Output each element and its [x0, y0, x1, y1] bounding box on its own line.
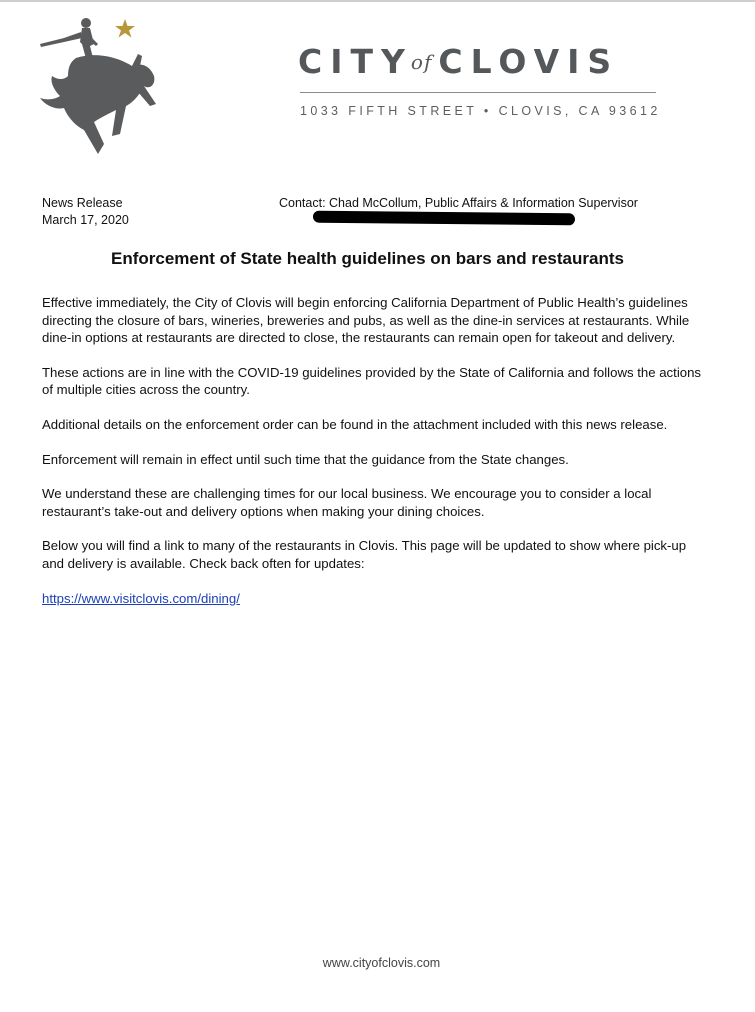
brand-of: of	[410, 50, 433, 74]
paragraph: Effective immediately, the City of Clovis will begin enforcing California Department of Public Health’s guidelines directing the closure of bars, wineries, breweries and pubs, as well as the dine-in services at restaurants. While dine-in options at restaurants are directed to close, the restaurants can remain open for takeout and delivery.	[42, 295, 690, 346]
release-type: News Release	[42, 196, 123, 210]
city-of-clovis-wordmark	[298, 42, 658, 81]
star-icon	[115, 19, 135, 38]
paragraph: We understand these are challenging times for our local business. We encourage you to consider a local restaurant’s take-out and delivery options when making your dining choices.	[42, 486, 652, 519]
release-date: March 17, 2020	[42, 213, 129, 227]
bucking-bronco-rider-icon	[24, 14, 169, 164]
brand-city: CITY	[298, 42, 413, 81]
city-address: 1033 FIFTH STREET • CLOVIS, CA 93612	[300, 104, 661, 118]
paragraph: Additional details on the enforcement order can be found in the attachment included with this news release.	[42, 416, 668, 432]
dining-link[interactable]: https://www.visitclovis.com/dining/	[42, 590, 240, 606]
release-body	[42, 294, 707, 624]
brand-clovis: CLOVIS	[438, 42, 620, 81]
header-divider	[300, 92, 656, 93]
paragraph: Enforcement will remain in effect until such time that the guidance from the State changes.	[42, 451, 569, 467]
paragraph: Below you will find a link to many of the restaurants in Clovis. This page will be updated to show where pick-up and delivery is available. Check back often for updates:	[42, 538, 687, 571]
page-title: Enforcement of State health guidelines on bars and restaurants	[111, 249, 624, 268]
footer-website: www.cityofclovis.com	[322, 956, 441, 970]
top-border	[0, 0, 755, 2]
contact-line: Contact: Chad McCollum, Public Affairs & Information Supervisor	[279, 196, 638, 210]
paragraph: These actions are in line with the COVID-19 guidelines provided by the State of California and follows the actions of multiple cities across the country.	[42, 364, 702, 398]
redaction-mark	[313, 211, 575, 226]
